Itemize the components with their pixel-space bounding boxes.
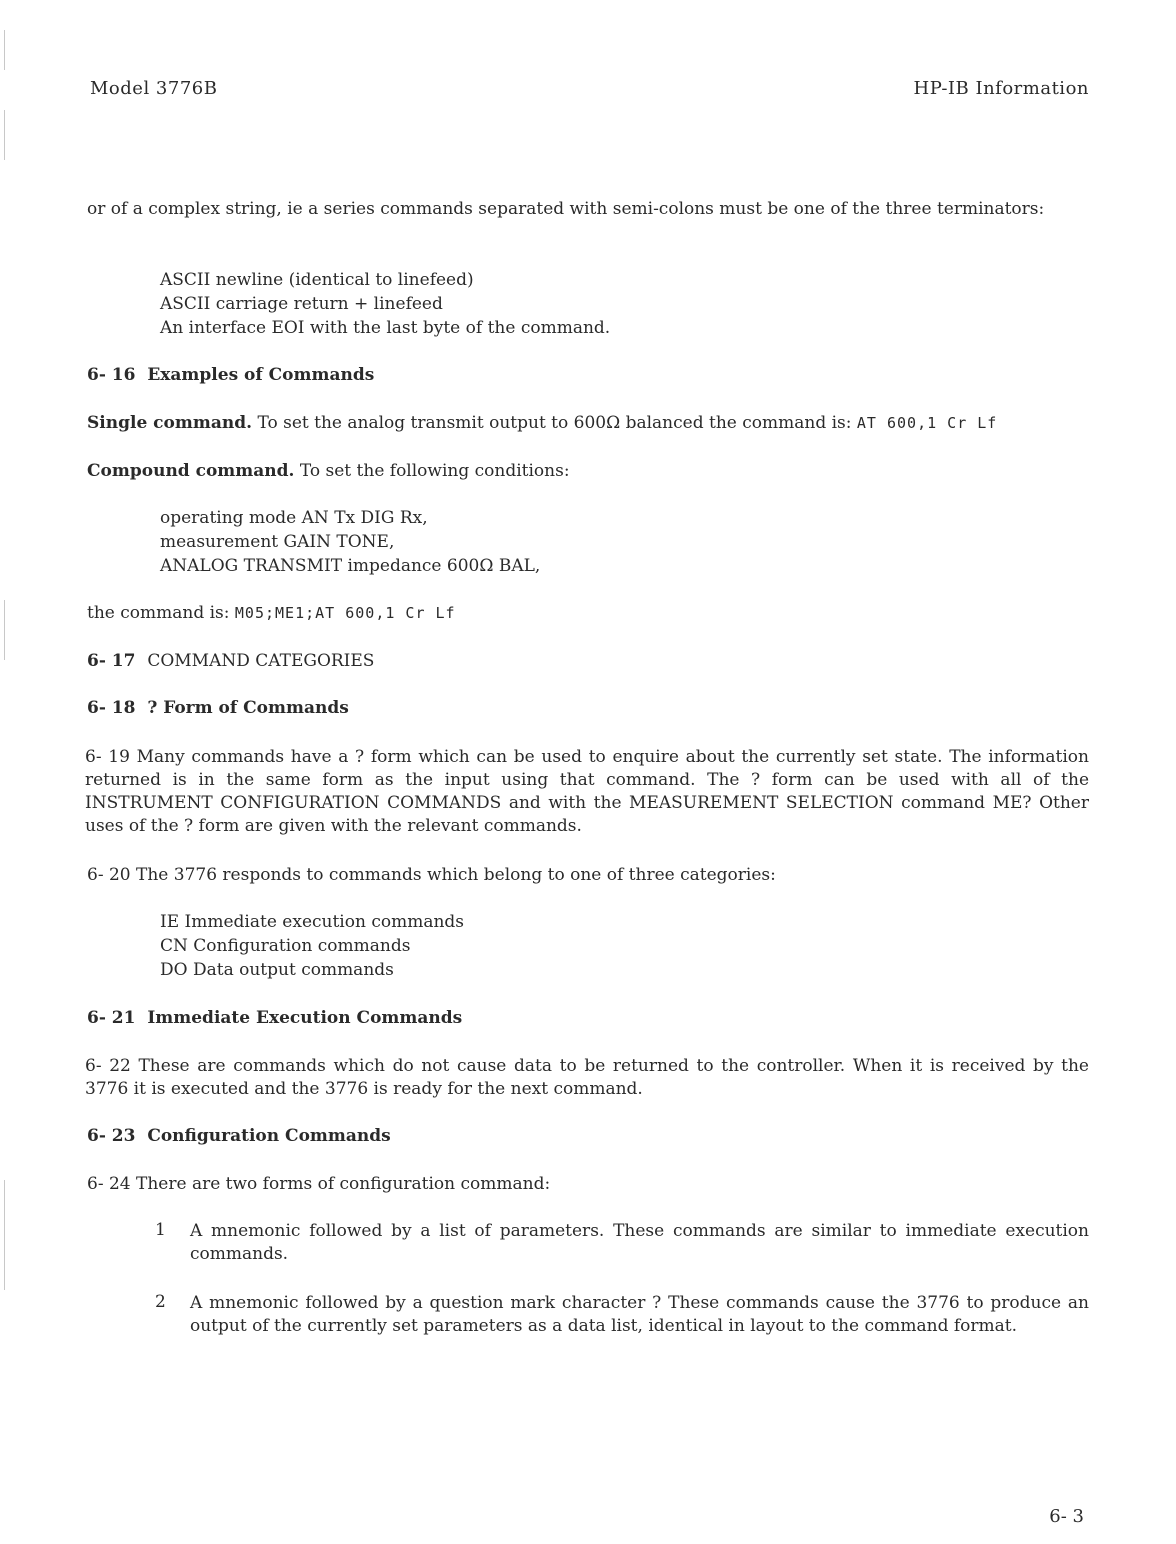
single-command-text: To set the analog transmit output to 600Ω balanced the command is: xyxy=(257,413,852,433)
form-item-text: A mnemonic followed by a list of parameters. These commands are similar to immediate execution commands. xyxy=(190,1221,1089,1264)
category-item: DO Data output commands xyxy=(160,960,394,980)
header-section: HP-IB Information xyxy=(913,78,1089,99)
compound-result-code: M05;ME1;AT 600,1 Cr Lf xyxy=(234,604,456,622)
terminator-item: ASCII newline (identical to linefeed) xyxy=(160,270,474,290)
form-item-text: A mnemonic followed by a question mark character ? These commands cause the 3776 to produce an output of the currently set parameters as a data list, identical in layout to the command format. xyxy=(190,1293,1089,1336)
compound-command-text: To set the following conditions: xyxy=(299,461,570,481)
section-title: COMMAND CATEGORIES xyxy=(147,651,375,671)
single-command-label: Single command. xyxy=(87,413,253,433)
compound-result-text: the command is: xyxy=(87,603,230,623)
condition-item: measurement GAIN TONE, xyxy=(160,532,395,552)
compound-command-label: Compound command. xyxy=(87,461,295,481)
terminator-item: An interface EOI with the last byte of the command. xyxy=(160,318,611,338)
section-heading xyxy=(87,697,349,720)
condition-item: operating mode AN Tx DIG Rx, xyxy=(160,508,428,528)
single-command-code: AT 600,1 Cr Lf xyxy=(856,414,998,432)
section-number: 6- 21 xyxy=(87,1008,136,1028)
section-heading xyxy=(87,650,374,673)
section-heading xyxy=(87,1007,462,1030)
scan-margin-mark xyxy=(4,600,5,660)
section-title: Configuration Commands xyxy=(147,1126,391,1146)
terminator-item: ASCII carriage return + linefeed xyxy=(160,294,443,314)
paragraph-6-22: 6- 22 These are commands which do not cause data to be returned to the controller. When it is received by the 3776 it is executed and the 3776 is ready for the next command. xyxy=(85,1056,1089,1099)
section-number: 6- 18 xyxy=(87,698,136,718)
section-number: 6- 16 xyxy=(87,365,136,385)
paragraph-6-24: 6- 24 There are two forms of configuration command: xyxy=(87,1174,551,1194)
page-number: 6- 3 xyxy=(1049,1506,1084,1527)
compound-command-paragraph xyxy=(87,460,570,483)
section-number: 6- 23 xyxy=(87,1126,136,1146)
header-model: Model 3776B xyxy=(90,78,218,99)
scan-margin-mark xyxy=(4,1180,5,1290)
scan-margin-mark xyxy=(4,110,5,160)
section-number: 6- 17 xyxy=(87,651,136,671)
single-command-paragraph xyxy=(87,412,997,435)
compound-result-line xyxy=(87,602,456,625)
category-item: CN Configuration commands xyxy=(160,936,411,956)
paragraph-6-20: 6- 20 The 3776 responds to commands which belong to one of three categories: xyxy=(87,865,776,885)
paragraph-6-19: 6- 19 Many commands have a ? form which can be used to enquire about the currently set state. The information returned is in the same form as the input using that command. The ? form can be used with all of the INSTRUMENT CONFIGURATION COMMANDS and with the MEASUREMENT SELECTION command ME? Other uses of the ? form are given with the relevant commands. xyxy=(85,747,1089,836)
category-item: IE Immediate execution commands xyxy=(160,912,465,932)
section-title: Examples of Commands xyxy=(147,365,375,385)
form-item-number: 2 xyxy=(155,1292,166,1312)
section-title: ? Form of Commands xyxy=(147,698,349,718)
intro-paragraph: or of a complex string, ie a series commands separated with semi-colons must be one of the three terminators: xyxy=(87,199,1045,219)
condition-item: ANALOG TRANSMIT impedance 600Ω BAL, xyxy=(160,556,541,576)
form-item-number: 1 xyxy=(155,1220,166,1240)
section-title: Immediate Execution Commands xyxy=(147,1008,463,1028)
section-heading xyxy=(87,364,374,387)
section-heading xyxy=(87,1125,391,1148)
scan-margin-mark xyxy=(4,30,5,70)
